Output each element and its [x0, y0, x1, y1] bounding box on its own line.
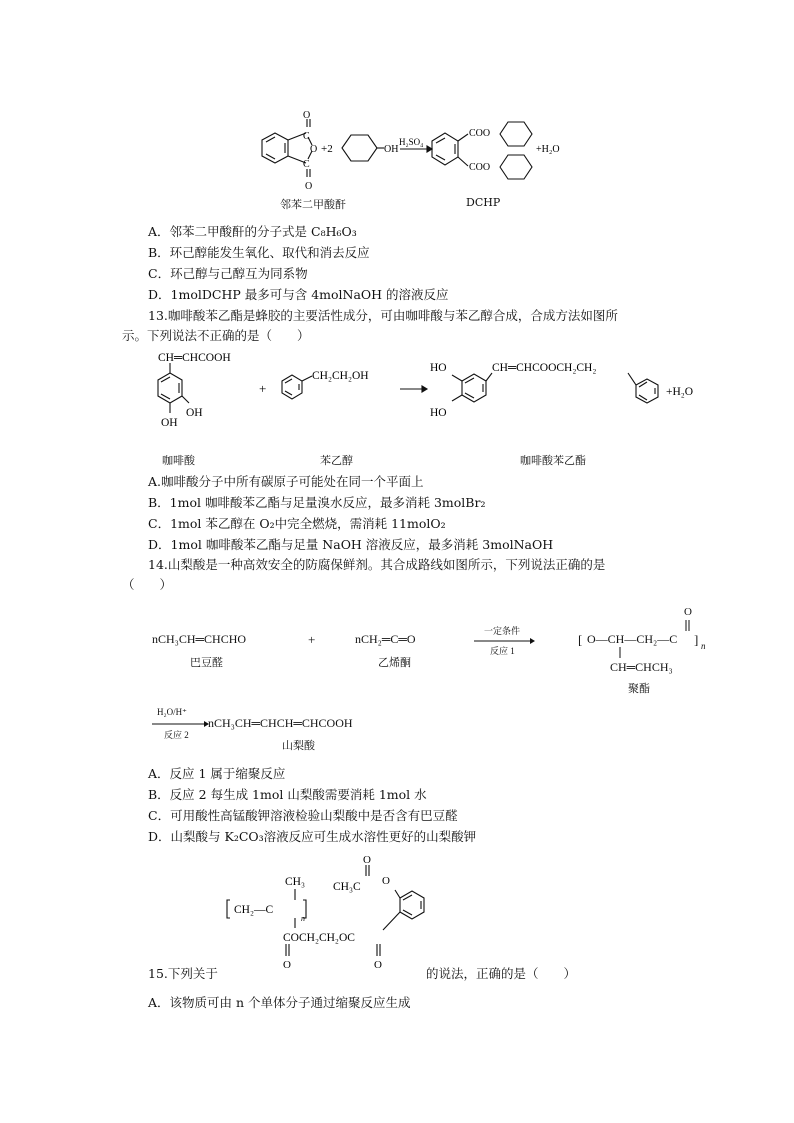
q12-plus-h2o: +H₂O — [536, 144, 560, 155]
q12-coo-top: COO — [469, 128, 491, 139]
q12-o-bottom: O — [305, 181, 313, 192]
q13-stem-line1: 13.咖啡酸苯乙酯是蜂胶的主要活性成分，可由咖啡酸与苯乙醇合成，合成方法如图所 — [148, 308, 618, 323]
q12-reagent: H₂SO₄ — [399, 137, 424, 147]
q12-o-ring: O — [310, 144, 318, 155]
q13-caffeic-chain: CH═CHCOOH — [158, 352, 231, 364]
q15-o1: O — [283, 959, 291, 971]
q14-arrow2 — [152, 720, 210, 728]
q14-label-crotonaldehyde: 巴豆醛 — [190, 656, 223, 669]
q12-c-bottom: C — [303, 159, 310, 170]
q12-label-dchp: DCHP — [466, 196, 501, 209]
q15-stem-pre: 15.下列关于 — [148, 966, 218, 981]
q13-stem-line2: 示。下列说法不正确的是（ ） — [122, 328, 310, 343]
q14-stem-line1: 14.山梨酸是一种高效安全的防腐保鲜剂。其合成路线如图所示，下列说法正确的是 — [148, 557, 606, 572]
q14-polyester-branch-bond — [618, 647, 622, 659]
q12-coo-bottom: COO — [469, 162, 491, 173]
q14-sorbic-acid: nCH₃CH═CHCH═CHCOOH — [208, 716, 353, 730]
q15-n: n — [301, 914, 305, 923]
q14-polyester-double-bond — [684, 620, 692, 632]
q12-option-c[interactable]: C．环己醇与己醇互为同系物 — [148, 266, 308, 281]
q13-phenethyl-chain: CH₂CH₂OH — [312, 370, 369, 382]
q14-stem-line2: （ ） — [122, 577, 173, 592]
q13-option-a[interactable]: A.咖啡酸分子中所有碳原子可能处在同一个平面上 — [148, 474, 424, 489]
q14-label-polyester: 聚酯 — [628, 682, 650, 695]
q14-option-a[interactable]: A．反应 1 属于缩聚反应 — [148, 766, 286, 781]
q14-plus: + — [308, 632, 316, 647]
q14-condition1-bottom: 反应 1 — [490, 646, 515, 656]
q12-scheme-drawing — [250, 105, 580, 195]
q14-label-sorbic-acid: 山梨酸 — [282, 739, 315, 752]
q14-condition1-top: 一定条件 — [484, 626, 521, 636]
q14-option-b[interactable]: B．反应 2 每生成 1mol 山梨酸需要消耗 1mol 水 — [148, 787, 427, 802]
q12-o-top: O — [303, 110, 311, 121]
q14-bracket-left: [ — [578, 632, 583, 647]
q14-label-ketene: 乙烯酮 — [378, 656, 411, 669]
q13-caffeic-oh-a: OH — [186, 407, 203, 419]
q14-polyester-carbonyl-o: O — [684, 606, 692, 618]
q14-condition2-bottom: 反应 2 — [164, 730, 189, 740]
q15-structure-drawing — [225, 852, 435, 978]
q14-option-c[interactable]: C．可用酸性高锰酸钾溶液检验山梨酸中是否含有巴豆醛 — [148, 808, 458, 823]
q13-plus: + — [259, 381, 267, 396]
q12-label-phthalic-anhydride: 邻苯二甲酸酐 — [280, 198, 346, 211]
q15-ch3: CH₃ — [285, 876, 305, 888]
q13-label-caffeic-acid: 咖啡酸 — [162, 454, 195, 467]
q13-option-b[interactable]: B．1mol 咖啡酸苯乙酯与足量溴水反应，最多消耗 3molBr₂ — [148, 495, 486, 510]
q12-option-d[interactable]: D．1molDCHP 最多可与含 4molNaOH 的溶液反应 — [148, 287, 449, 302]
q15-ester-o: O — [382, 875, 390, 887]
q12-oh: OH — [384, 144, 399, 155]
q14-condition2-top: H₂O/H⁺ — [157, 707, 187, 717]
q12-option-b[interactable]: B．环己醇能发生氧化、取代和消去反应 — [148, 245, 370, 260]
q14-bracket-right: ] — [694, 632, 699, 647]
q13-label-cape: 咖啡酸苯乙酯 — [520, 454, 586, 467]
q14-option-d[interactable]: D．山梨酸与 K₂CO₃溶液反应可生成水溶性更好的山梨酸钾 — [148, 829, 477, 844]
q15-ester-chain: COCH₂CH₂OC — [283, 932, 355, 944]
q13-option-d[interactable]: D．1mol 咖啡酸苯乙酯与足量 NaOH 溶液反应，最多消耗 3molNaOH — [148, 537, 554, 552]
q12-option-a[interactable]: A．邻苯二甲酸酐的分子式是 C₈H₆O₃ — [148, 224, 357, 239]
q14-polyester: O—CH—CH₂—C — [587, 632, 678, 646]
q12-c-top: C — [303, 131, 310, 142]
q13-ho-a: HO — [430, 362, 447, 374]
q15-chain: CH₂—C — [234, 904, 274, 916]
q12-plus2: +2 — [321, 143, 333, 155]
q13-plus-h2o: +H₂O — [666, 386, 694, 398]
q15-acetyl-o: O — [363, 854, 371, 866]
q14-polyester-n: n — [701, 641, 706, 651]
q14-crotonaldehyde: nCH₃CH═CHCHO — [152, 632, 247, 646]
q13-ho-b: HO — [430, 407, 447, 419]
q15-option-a[interactable]: A．该物质可由 n 个单体分子通过缩聚反应生成 — [148, 995, 411, 1010]
q13-label-phenylethanol: 苯乙醇 — [320, 454, 353, 467]
q14-ketene: nCH₂═C═O — [355, 632, 416, 646]
q13-scheme-drawing — [140, 345, 720, 440]
q15-stem-post: 的说法，正确的是（ ） — [426, 966, 577, 981]
q15-o2: O — [374, 959, 382, 971]
q13-option-c[interactable]: C．1mol 苯乙醇在 O₂中完全燃烧，需消耗 11molO₂ — [148, 516, 446, 531]
q14-polyester-branch: CH═CHCH₃ — [610, 660, 673, 674]
q15-acetyl: CH₃C — [333, 881, 361, 893]
q13-ester-chain: CH═CHCOOCH₂CH₂ — [492, 362, 597, 374]
q13-caffeic-oh-b: OH — [161, 417, 178, 429]
